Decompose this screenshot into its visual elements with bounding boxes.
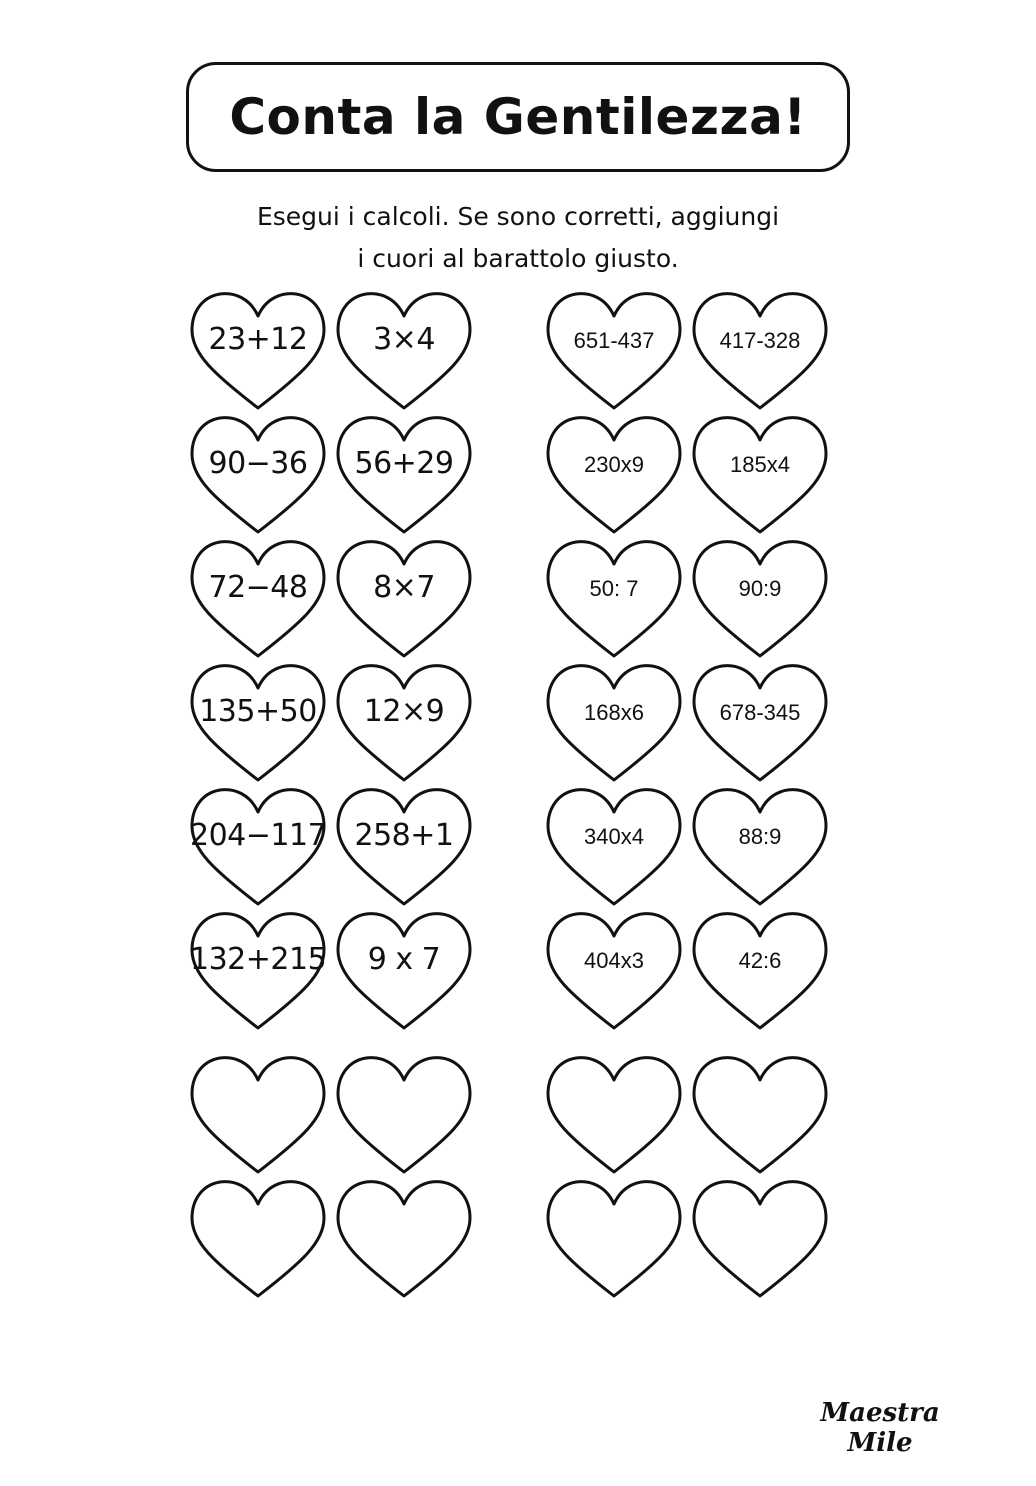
page-title: Conta la Gentilezza! (229, 88, 807, 146)
heart-card (190, 664, 326, 784)
heart-expression: 88:9 (738, 824, 782, 849)
heart-card (546, 540, 682, 660)
instructions (200, 196, 836, 280)
heart-expression: 23+12 (208, 322, 308, 357)
heart-expression: 168x6 (584, 700, 644, 725)
heart-expression: 230x9 (584, 452, 644, 477)
heart-expression: 340x4 (584, 824, 644, 849)
heart-card (692, 416, 828, 536)
heart-expression: 135+50 (199, 694, 317, 729)
heart-expression: 8×7 (373, 570, 435, 605)
instructions-line-1: Esegui i calcoli. Se sono corretti, aggiungi (256, 202, 780, 231)
heart-card (190, 416, 326, 536)
signature: Maestra Mile (820, 1398, 940, 1458)
empty-heart (190, 1180, 326, 1300)
heart-expression: 185x4 (730, 452, 790, 477)
empty-heart (692, 1056, 828, 1176)
heart-expression: 90:9 (738, 576, 782, 601)
heart-expression: 56+29 (354, 446, 454, 481)
heart-card (336, 292, 472, 412)
empty-heart (546, 1056, 682, 1176)
heart-card (692, 788, 828, 908)
heart-card (336, 540, 472, 660)
heart-card (546, 664, 682, 784)
heart-expression: 9 x 7 (367, 942, 441, 977)
heart-card (546, 292, 682, 412)
heart-card (190, 788, 326, 908)
heart-expression: 50: 7 (589, 576, 639, 601)
heart-card (692, 664, 828, 784)
empty-heart (190, 1056, 326, 1176)
heart-icon (190, 1180, 326, 1300)
heart-expression: 404x3 (584, 948, 644, 973)
heart-expression: 678-345 (719, 700, 801, 725)
heart-icon (692, 1056, 828, 1176)
heart-card (190, 540, 326, 660)
heart-icon (546, 1180, 682, 1300)
heart-card (190, 292, 326, 412)
heart-icon (336, 1180, 472, 1300)
heart-card (190, 912, 326, 1032)
title-box (186, 62, 850, 172)
heart-expression: 132+215 (190, 942, 327, 977)
heart-card (336, 664, 472, 784)
heart-expression: 3×4 (373, 322, 435, 357)
heart-card (692, 912, 828, 1032)
empty-heart (546, 1180, 682, 1300)
empty-heart (336, 1180, 472, 1300)
heart-icon (336, 1056, 472, 1176)
empty-heart (336, 1056, 472, 1176)
heart-card (336, 912, 472, 1032)
heart-card (692, 540, 828, 660)
heart-expression: 204−117 (190, 818, 327, 853)
heart-expression: 90−36 (208, 446, 308, 481)
heart-expression: 72−48 (208, 570, 308, 605)
heart-card (336, 788, 472, 908)
heart-expression: 651-437 (573, 328, 655, 353)
instructions-line-2: i cuori al barattolo giusto. (357, 244, 679, 273)
heart-icon (692, 1180, 828, 1300)
heart-expression: 258+1 (354, 818, 454, 853)
empty-heart (692, 1180, 828, 1300)
heart-card (336, 416, 472, 536)
heart-card (546, 912, 682, 1032)
heart-expression: 42:6 (738, 948, 782, 973)
heart-icon (190, 1056, 326, 1176)
heart-card (546, 788, 682, 908)
heart-card (546, 416, 682, 536)
heart-icon (546, 1056, 682, 1176)
heart-expression: 417-328 (719, 328, 801, 353)
heart-expression: 12×9 (363, 694, 445, 729)
heart-card (692, 292, 828, 412)
